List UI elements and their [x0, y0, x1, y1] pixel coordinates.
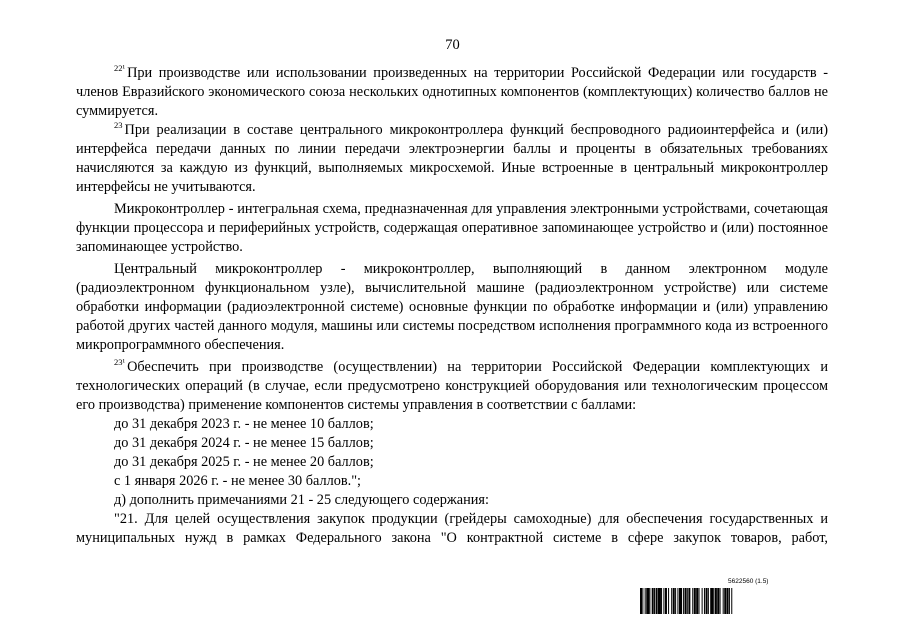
barcode-bar — [665, 588, 667, 614]
barcode-bar — [720, 588, 721, 614]
barcode-bar — [688, 588, 690, 614]
barcode-bar — [649, 588, 650, 614]
barcode-bar — [713, 588, 714, 614]
footnote-marker: 23¹ — [114, 357, 126, 367]
barcode-bar — [673, 588, 675, 614]
schedule-item: до 31 декабря 2025 г. - не менее 20 баллов; — [114, 454, 374, 470]
footnote-text: При производстве или использовании произведенных на территории Российской Федерации или государств - членов Евразийского экономического союза нескольких однотипных компонентов (комплектующих) количество баллов не суммируется. — [76, 65, 828, 119]
barcode-bar — [717, 588, 719, 614]
barcode-bar — [642, 588, 643, 614]
barcode-bar — [704, 588, 705, 614]
barcode-bar — [646, 588, 649, 614]
barcode-bar — [671, 588, 672, 614]
barcode-bar — [731, 588, 732, 614]
barcode-bar — [656, 588, 658, 614]
barcode-bar — [679, 588, 682, 614]
barcode-bar — [677, 588, 678, 614]
barcode-bar — [684, 588, 686, 614]
barcode-bar — [727, 588, 729, 614]
barcode-bar — [668, 588, 669, 614]
barcode-bar — [675, 588, 676, 614]
footnote-text: При реализации в составе центрального микроконтроллера функций беспроводного радиоинтерфейса и (или) интерфейса передачи данных по линии передачи электроэнергии баллы и проценты в обязательных требованиях начисляются за каждую из функций, выполняемых микросхемой. Иные встроенные в центральный микроконтроллер интерфейсы не учитываются. — [76, 122, 828, 195]
barcode-bar — [696, 588, 698, 614]
barcode-bar — [723, 588, 724, 614]
schedule-item: до 31 декабря 2024 г. - не менее 15 баллов; — [114, 435, 374, 451]
requirement-23-1 — [76, 358, 828, 415]
footnote-22-1 — [76, 64, 828, 121]
document-body — [76, 64, 828, 548]
footnote-23 — [76, 121, 828, 197]
barcode-bar — [708, 588, 709, 614]
schedule-item: до 31 декабря 2023 г. - не менее 10 баллов; — [114, 416, 374, 432]
barcode-bar — [702, 588, 703, 614]
barcode-bar — [692, 588, 693, 614]
barcode-bar — [654, 588, 655, 614]
barcode-bar — [652, 588, 654, 614]
barcode-bar — [663, 588, 664, 614]
barcode-bar — [645, 588, 646, 614]
barcode-caption: 5622560 (1.5) — [728, 578, 769, 585]
barcode-bar — [699, 588, 700, 614]
definition-microcontroller: Микроконтроллер - интегральная схема, предназначенная для управления электронными устройствами, сочетающая функции процессора и периферийных устройств, содержащая оперативное запоминающее устройство и (или) постоянное запоминающее устройство. — [76, 201, 828, 255]
barcode-icon — [640, 588, 830, 614]
definition-central-microcontroller: Центральный микроконтроллер - микроконтроллер, выполняющий в данном электронном модуле (радиоэлектронном функциональном узле), вычислительной машине (радиоэлектронном устройстве) или системе обработки информации (радиоэлектронной системе) основные функции по обработке информации и (или) управлению работой других частей данного модуля, машины или системы посредством исполнения программного кода из встроенного микропрограммного обеспечения. — [76, 261, 828, 353]
document-barcode — [640, 578, 830, 616]
barcode-bar — [729, 588, 730, 614]
barcode-bar — [694, 588, 696, 614]
footnote-marker: 23 — [114, 120, 123, 130]
barcode-bar — [658, 588, 661, 614]
barcode-bar — [715, 588, 717, 614]
barcode-bar — [661, 588, 662, 614]
schedule-item: с 1 января 2026 г. - не менее 30 баллов."; — [114, 473, 362, 489]
footnote-marker: 22¹ — [114, 63, 126, 73]
barcode-bar — [640, 588, 642, 614]
barcode-bar — [683, 588, 684, 614]
page-number: 70 — [445, 37, 460, 53]
note-21: "21. Для целей осуществления закупок продукции (грейдеры самоходные) для обеспечения государственных и муниципальных нужд в рамках Федерального закона "О контрактной системе в сфере закупок товаров, работ, — [76, 511, 828, 546]
barcode-bar — [706, 588, 708, 614]
barcode-bar — [724, 588, 726, 614]
barcode-bar — [687, 588, 688, 614]
requirement-text: Обеспечить при производстве (осуществлении) на территории Российской Федерации комплектующих и технологических операций (в случае, если предусмотрено конструкцией оборудования или технологическим процессом его производства) применение компонентов системы управления в соответствии с баллами: — [76, 359, 828, 413]
amendment-intro: д) дополнить примечаниями 21 - 25 следующего содержания: — [114, 492, 489, 508]
barcode-bar — [710, 588, 713, 614]
